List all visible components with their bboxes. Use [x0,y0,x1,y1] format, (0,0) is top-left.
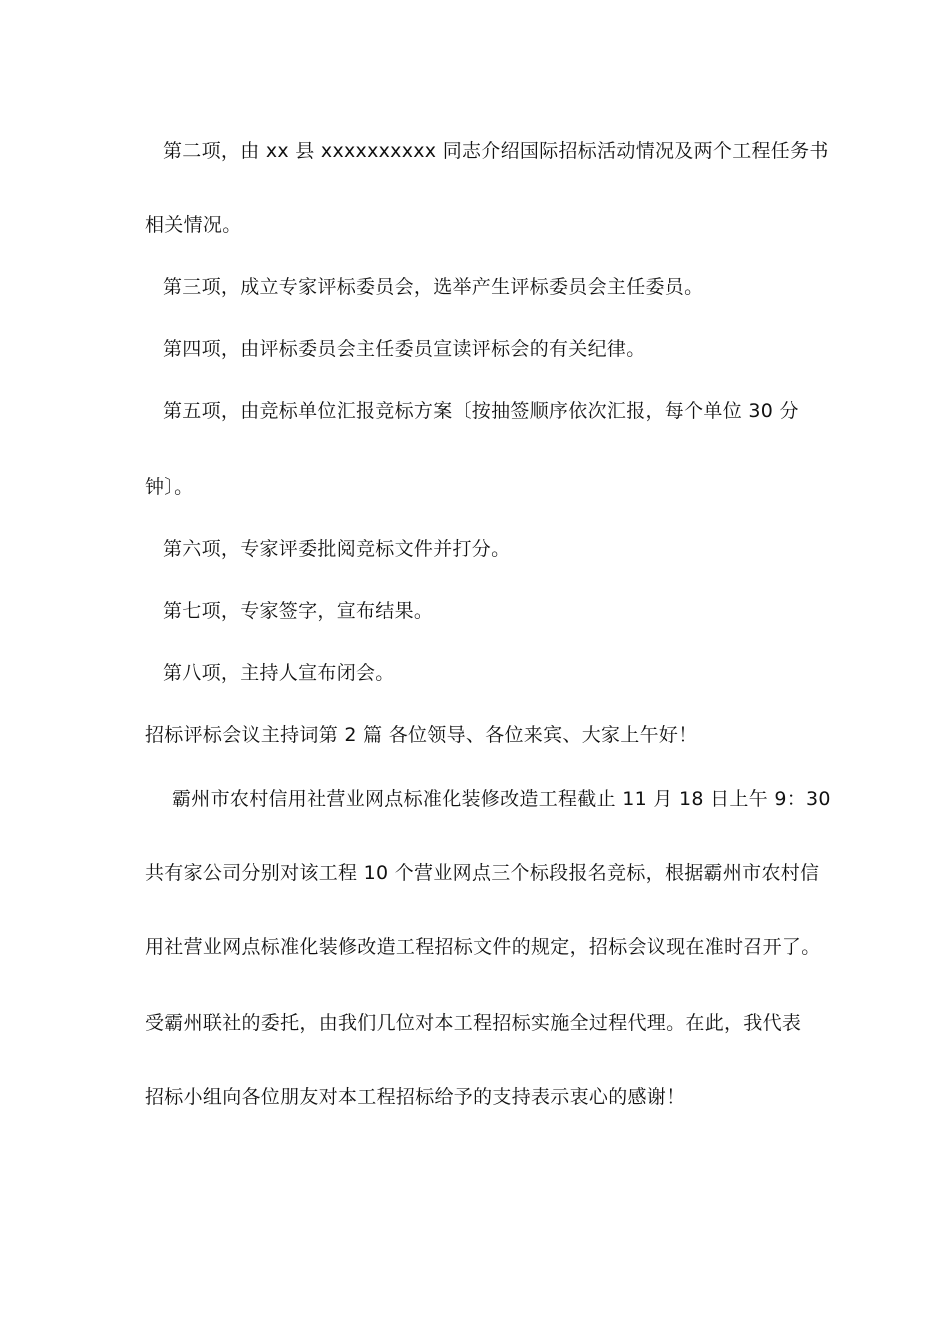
paragraph-item-7: 第七项，专家签字，宣布结果。 [163,600,434,622]
paragraph-item-8: 第八项，主持人宣布闭会。 [163,662,395,684]
paragraph-item-2-line-2: 相关情况。 [145,214,242,236]
paragraph-item-6: 第六项，专家评委批阅竞标文件并打分。 [163,538,511,560]
paragraph-item-2-line-1: 第二项，由 xx 县 xxxxxxxxxx 同志介绍国际招标活动情况及两个工程任务书 [163,140,829,162]
paragraph-item-5-line-1: 第五项，由竞标单位汇报竞标方案〔按抽签顺序依次汇报，每个单位 30 分 [163,400,799,422]
body-paragraph-line-2: 共有家公司分别对该工程 10 个营业网点三个标段报名竞标，根据霸州市农村信 [145,862,820,884]
body-paragraph-line-1: 霸州市农村信用社营业网点标准化装修改造工程截止 11 月 18 日上午 9：30 [172,788,831,810]
body-paragraph-line-3: 用社营业网点标准化装修改造工程招标文件的规定，招标会议现在准时召开了。 [145,936,821,958]
paragraph-item-3: 第三项，成立专家评标委员会，选举产生评标委员会主任委员。 [163,276,704,298]
body-paragraph-line-5: 招标小组向各位朋友对本工程招标给予的支持表示衷心的感谢！ [145,1086,686,1108]
body-paragraph-line-4: 受霸州联社的委托，由我们几位对本工程招标实施全过程代理。在此，我代表 [145,1012,802,1034]
paragraph-item-5-line-2: 钟〕。 [145,476,194,498]
paragraph-item-4: 第四项，由评标委员会主任委员宣读评标会的有关纪律。 [163,338,646,360]
section-heading-with-greeting: 招标评标会议主持词第 2 篇 各位领导、各位来宾、大家上午好！ [145,724,698,746]
